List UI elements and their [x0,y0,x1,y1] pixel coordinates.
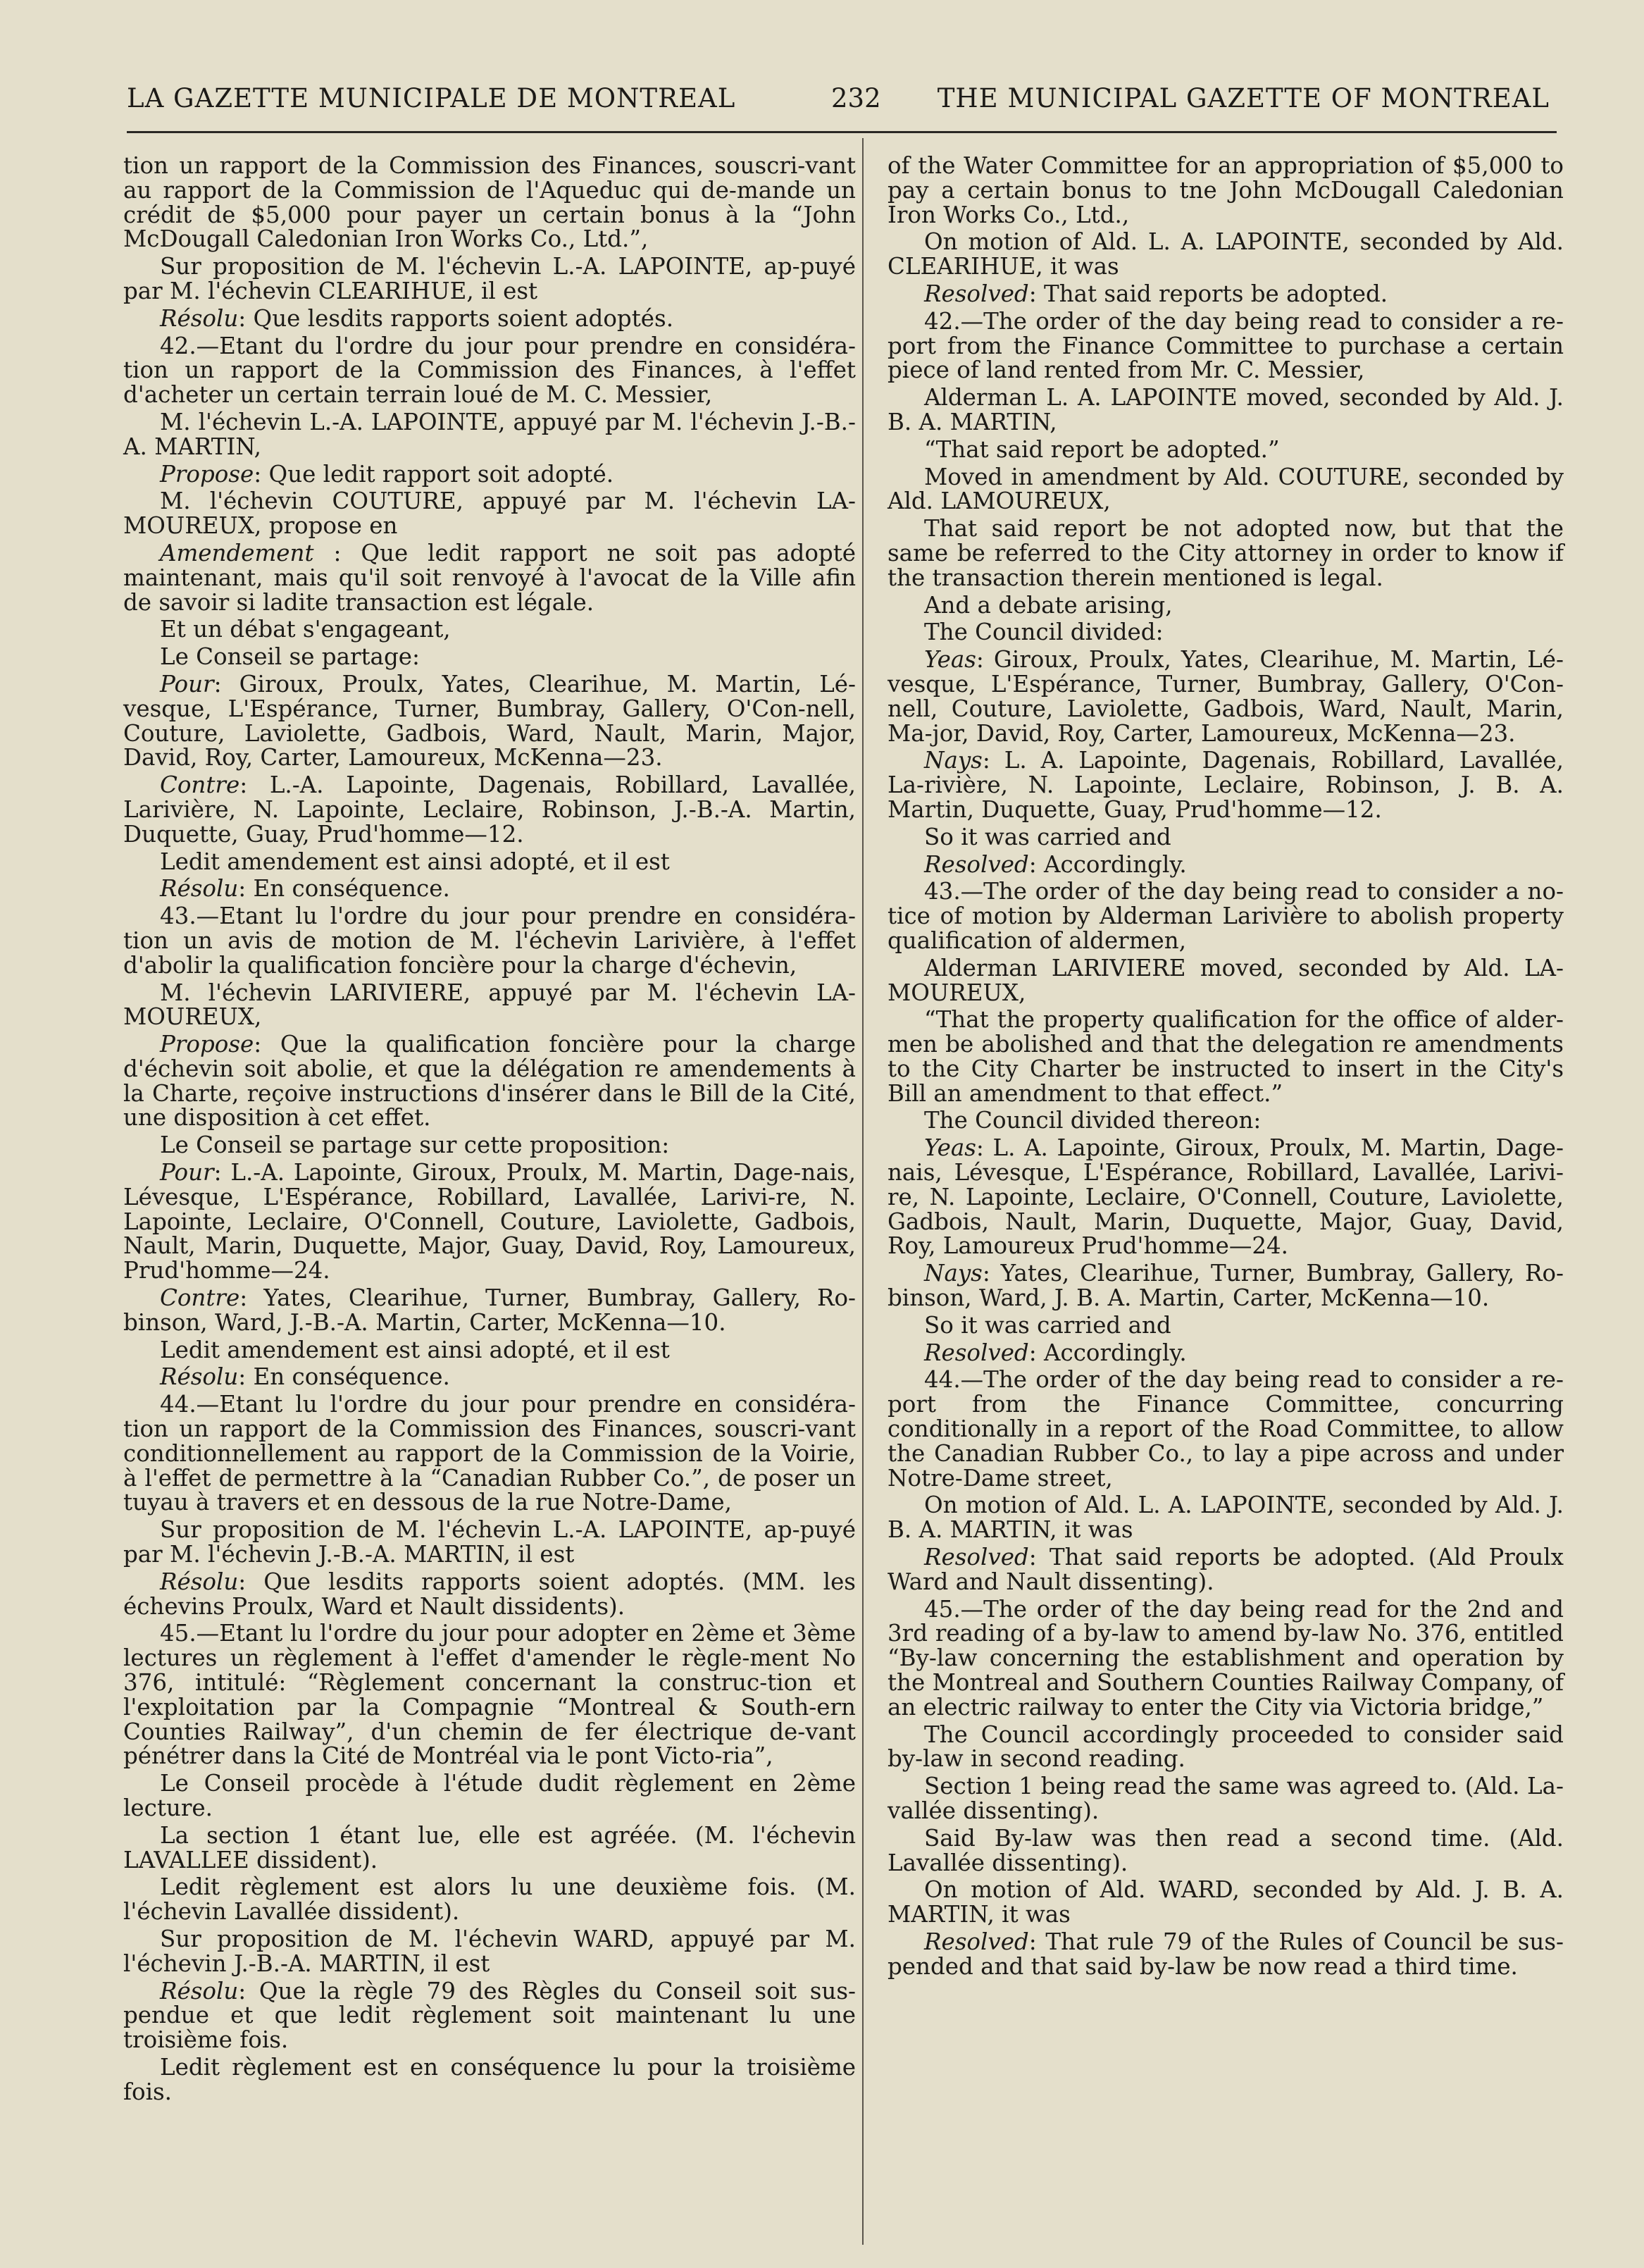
paragraph-text: 45.—The order of the day being read for the 2nd and 3rd reading of a by-law to amend by-law No. 376, entitled “By-law concerning the establishment and operation by the Montreal and Southern Counties Railway Company, of an electric railway to enter the City via Victoria bridge,” [888,1595,1564,1721]
french-paragraph [123,334,856,407]
paragraph-text: So it was carried and [924,823,1171,850]
paragraph-text: : Yates, Clearihue, Turner, Bumbray, Gallery, Ro-binson, Ward, J. B. A. Martin, Carter, McKenna—10. [888,1260,1564,1312]
paragraph-text: Section 1 being read the same was agreed to. (Ald. La-vallée dissenting). [888,1773,1564,1824]
paragraph-text: Et un débat s'engageant, [160,616,451,643]
french-paragraph [123,1392,856,1515]
paragraph-text: : Que lesdits rapports soient adoptés. [238,304,674,332]
french-paragraph [123,489,856,538]
paragraph-text: On motion of Ald. L. A. LAPOINTE, seconded by Ald. CLEARIHUE, it was [888,228,1564,280]
paragraph-label: Yeas [924,646,976,674]
english-paragraph [888,593,1564,618]
english-paragraph [888,1493,1564,1542]
paragraph-text: 42.—Etant du l'ordre du jour pour prendre en considéra-tion un rapport de la Commission des Finances, à l'effet d'acheter un certain terrain loué de M. C. Messier, [123,332,856,409]
english-paragraph [888,1368,1564,1490]
french-paragraph [123,462,856,487]
english-paragraph [888,879,1564,953]
paragraph-text: Alderman LARIVIERE moved, seconded by Ald. LA-MOUREUX, [888,954,1564,1006]
paragraph-label: Contre [160,772,240,799]
paragraph-label: Contre [160,1284,240,1312]
paragraph-text: : L. A. Lapointe, Giroux, Proulx, M. Martin, Dage-nais, Lévesque, L'Espérance, Robillard, Lavallée, Larivi-re, N. Lapointe, Leclaire, O'Connell, Couture, Laviolette, Gadbois, Nault, Marin, Duquette, Major, Guay, David, Roy, Lamoureux Prud'homme—24. [888,1134,1564,1260]
paragraph-text: : Que la règle 79 des Règles du Conseil soit sus-pendue et que ledit règlement soit maintenant lu une troisième fois. [123,1977,856,2054]
paragraph-text: tion un rapport de la Commission des Finances, souscri-vant au rapport de la Commission de l'Aqueduc qui de-mande un crédit de $5,000 pour payer un certain bonus à la “John McDougall Caledonian Iron Works Co., Ltd.”, [123,152,856,253]
english-paragraph [888,309,1564,383]
paragraph-label: Resolved [924,850,1029,878]
french-paragraph [123,1365,856,1389]
paragraph-label: Résolu [160,1363,239,1391]
french-paragraph [123,306,856,331]
paragraph-text: On motion of Ald. WARD, seconded by Ald. J. B. A. MARTIN, it was [888,1876,1564,1928]
french-paragraph [123,645,856,669]
paragraph-text: “That the property qualification for the office of alder-men be abolished and that the delegation re amendments to the City Charter be instructed to insert in the City's Bill an amendment to that effect.” [888,1006,1564,1107]
paragraph-text: And a debate arising, [924,591,1173,619]
paragraph-text: Sur proposition de M. l'échevin WARD, appuyé par M. l'échevin J.-B.-A. MARTIN, il est [123,1925,856,1977]
english-paragraph [888,850,1564,878]
english-paragraph [888,1878,1564,1927]
paragraph-text: : L.-A. Lapointe, Giroux, Proulx, M. Martin, Dage-nais, Lévesque, L'Espérance, Robillard, Lavallée, Larivi-re, N. Lapointe, Leclaire, O'Connell, Couture, Laviolette, Gadbois, Nault, Marin, Duquette, Major, Guay, David, Roy, Lamoureux, Prud'homme—24. [123,1159,856,1284]
header-french-title: LA GAZETTE MUNICIPALE DE MONTREAL [127,83,736,113]
paragraph-text: “That said report be adopted.” [924,435,1280,463]
paragraph-label: Resolved [924,1339,1029,1366]
english-paragraph [888,282,1564,306]
paragraph-text: On motion of Ald. L. A. LAPOINTE, seconded by Ald. J. B. A. MARTIN, it was [888,1492,1564,1544]
english-paragraph [888,230,1564,279]
paragraph-label: Resolved [924,1544,1029,1571]
paragraph-text: : Que ledit rapport soit adopté. [254,460,614,488]
column-divider [862,138,864,2245]
paragraph-text: : L. A. Lapointe, Dagenais, Robillard, Lavallée, La-rivière, N. Lapointe, Leclaire, Robinson, J. B. A. Martin, Duquette, Guay, Prud'homme—12. [888,747,1564,823]
paragraph-text: : Que la qualification foncière pour la charge d'échevin soit abolie, et que la délégation re amendements à la Charte, reçoive instructions d'insérer dans le Bill de la Cité, une disposition à cet effet. [123,1031,856,1132]
paragraph-text: Said By-law was then read a second time. (Ald. Lavallée dissenting). [888,1824,1564,1876]
paragraph-text: : L.-A. Lapointe, Dagenais, Robillard, Lavallée, Larivière, N. Lapointe, Leclaire, Robinson, J.-B.-A. Martin, Duquette, Guay, Prud'homme—12. [123,772,856,848]
paragraph-text: 42.—The order of the day being read to consider a re-port from the Finance Committee to purchase a certain piece of land rented from Mr. C. Messier, [888,307,1564,384]
french-paragraph [123,773,856,846]
english-paragraph [888,465,1564,514]
english-paragraph [888,1261,1564,1310]
paragraph-text: So it was carried and [924,1311,1171,1339]
paragraph-text: Ledit amendement est ainsi adopté, et il est [160,1336,670,1363]
paragraph-text: The Council divided: [924,619,1164,646]
paragraph-text: 43.—The order of the day being read to consider a no-tice of motion by Alderman Larivière to abolish property qualification of aldermen, [888,878,1564,954]
paragraph-label: Pour [160,670,214,698]
french-paragraph [123,154,856,252]
paragraph-text: : Giroux, Proulx, Yates, Clearihue, M. Martin, Lé-vesque, L'Espérance, Turner, Bumbray, Gallery, O'Con-nell, Couture, Laviolette, Gadbois, Ward, Nault, Marin, Major, David, Roy, Carter, Lamoureux, McKenna—23. [123,670,856,772]
french-paragraph [123,1771,856,1821]
french-paragraph [123,1518,856,1567]
french-paragraph [123,617,856,642]
english-paragraph [888,154,1564,227]
paragraph-text: : Accordingly. [1028,850,1187,878]
french-paragraph [123,1927,856,1976]
english-paragraph [888,1341,1564,1365]
english-paragraph [888,385,1564,435]
french-paragraph [123,2055,856,2105]
english-paragraph [888,1930,1564,1979]
paragraph-text: That said report be not adopted now, but that the same be referred to the City attorney in order to know if the transaction therein mentioned is legal. [888,515,1564,591]
paragraph-text: Le Conseil se partage: [160,643,420,671]
french-paragraph [123,876,856,901]
paragraph-text: Moved in amendment by Ald. COUTURE, seconded by Ald. LAMOUREUX, [888,463,1564,515]
english-paragraph [888,1313,1564,1338]
english-paragraph [888,516,1564,590]
page-number: 232 [831,83,881,113]
paragraph-label: Nays [924,747,983,774]
french-paragraph [123,672,856,770]
french-paragraph [123,1979,856,2052]
paragraph-label: Pour [160,1159,214,1186]
page-header [127,83,1550,125]
english-paragraph [888,748,1564,822]
paragraph-text: : Giroux, Proulx, Yates, Clearihue, M. Martin, Lé-vesque, L'Espérance, Turner, Bumbray, Gallery, O'Con-nell, Couture, Laviolette, Gadbois, Ward, Nault, Marin, Ma-jor, David, Roy, Carter, Lamoureux, McKenna—23. [888,646,1564,747]
paragraph-label: Yeas [924,1134,976,1162]
paragraph-text: 45.—Etant lu l'ordre du jour pour adopter en 2ème et 3ème lectures un règlement à l'effet d'amender le règle-ment No 376, intitulé: “Règlement concernant la construc-tion et l'exploitation par la Compagnie “Montreal & South-ern Counties Railway”, d'un chemin de fer électrique de-vant pénétrer dans la Cité de Montréal via le pont Victo-ria”, [123,1620,856,1770]
paragraph-text: 44.—Etant lu l'ordre du jour pour prendre en considéra-tion un rapport de la Commission des Finances, souscri-vant conditionnellement au rapport de la Commission de la Voirie, à l'effet de permettre à la “Canadian Rubber Co.”, de poser un tuyau à travers et en dessous de la rue Notre-Dame, [123,1391,856,1516]
french-paragraph [123,904,856,977]
paragraph-text: Le Conseil procède à l'étude dudit règlement en 2ème lecture. [123,1770,856,1821]
paragraph-text: : That rule 79 of the Rules of Council be sus-pended and that said by-law be now read a third time. [888,1928,1564,1980]
french-paragraph [123,1570,856,1619]
english-paragraph [888,647,1564,745]
paragraph-label: Nays [924,1260,983,1287]
french-paragraph [123,981,856,1030]
english-paragraph [888,1008,1564,1105]
paragraph-text: : En conséquence. [238,875,450,903]
english-paragraph [888,435,1564,463]
paragraph-text: : Accordingly. [1028,1339,1187,1366]
french-paragraph [123,1875,856,1924]
paragraph-text: : Yates, Clearihue, Turner, Bumbray, Gallery, Ro-binson, Ward, J.-B.-A. Martin, Carter, McKenna—10. [123,1284,856,1336]
english-paragraph [888,956,1564,1005]
paragraph-text: : That said reports be adopted. [1028,280,1388,307]
english-paragraph [888,1597,1564,1720]
paragraph-label: Propose [160,460,254,488]
paragraph-text: Ledit règlement est alors lu une deuxième fois. (M. l'échevin Lavallée dissident). [123,1873,856,1926]
english-paragraph [888,1545,1564,1594]
english-column [888,154,1564,1982]
paragraph-text: M. l'échevin L.-A. LAPOINTE, appuyé par M. l'échevin J.-B.-A. MARTIN, [123,408,856,460]
paragraph-text: : Que lesdits rapports soient adoptés. (MM. les échevins Proulx, Ward et Nault dissidents). [123,1568,856,1620]
paragraph-text: Alderman L. A. LAPOINTE moved, seconded by Ald. J. B. A. MARTIN, [888,384,1564,435]
french-paragraph [123,1823,856,1873]
paragraph-label: Resolved [924,1928,1029,1955]
paragraph-text: M. l'échevin COUTURE, appuyé par M. l'échevin LA-MOUREUX, propose en [123,488,856,540]
french-paragraph [123,1133,856,1158]
paragraph-label: Résolu [160,304,239,332]
paragraph-text: Le Conseil se partage sur cette proposition: [160,1132,670,1159]
paragraph-text: Ledit amendement est ainsi adopté, et il est [160,848,670,875]
english-paragraph [888,1723,1564,1772]
english-paragraph [888,1136,1564,1258]
paragraph-text: : That said reports be adopted. (Ald Proulx Ward and Nault dissenting). [888,1544,1564,1595]
french-paragraph [123,1338,856,1363]
paragraph-text: Ledit règlement est en conséquence lu pour la troisième fois. [123,2053,856,2105]
paragraph-text: 44.—The order of the day being read to consider a re-port from the Finance Committee, concurring conditionally in a report of the Road Committee, to allow the Canadian Rubber Co., to lay a pipe across and under Notre-Dame street, [888,1366,1564,1492]
french-paragraph [123,1621,856,1768]
french-paragraph [123,541,856,614]
paragraph-text: Sur proposition de M. l'échevin L.-A. LAPOINTE, ap-puyé par M. l'échevin CLEARIHUE, il est [123,253,856,304]
paragraph-text: of the Water Committee for an appropriation of $5,000 to pay a certain bonus to tne John McDougall Caledonian Iron Works Co., Ltd., [888,152,1564,228]
english-paragraph [888,1826,1564,1876]
french-paragraph [123,410,856,459]
header-rule [127,131,1557,133]
paragraph-text: Sur proposition de M. l'échevin L.-A. LAPOINTE, ap-puyé par M. l'échevin J.-B.-A. MARTIN, il est [123,1516,856,1568]
french-paragraph [123,1032,856,1130]
english-paragraph [888,620,1564,645]
paragraph-label: Resolved [924,280,1029,307]
paragraph-label: Amendement [160,539,314,566]
french-paragraph [123,1286,856,1335]
paragraph-text: : Que ledit rapport ne soit pas adopté maintenant, mais qu'il soit renvoyé à l'avocat de la Ville afin de savoir si ladite transaction est légale. [123,539,856,616]
paragraph-label: Résolu [160,1568,239,1595]
english-paragraph [888,1108,1564,1133]
french-column [123,154,856,2107]
paragraph-text: M. l'échevin LARIVIERE, appuyé par M. l'échevin LA-MOUREUX, [123,979,856,1031]
french-paragraph [123,1160,856,1283]
header-english-title: THE MUNICIPAL GAZETTE OF MONTREAL [937,83,1550,113]
english-paragraph [888,825,1564,850]
paragraph-label: Résolu [160,1977,239,2004]
paragraph-text: 43.—Etant lu l'ordre du jour pour prendre en considéra-tion un avis de motion de M. l'échevin Larivière, à l'effet d'abolir la qualification foncière pour la charge d'échevin, [123,903,856,979]
paragraph-label: Propose [160,1031,254,1058]
paragraph-text: : En conséquence. [238,1363,450,1391]
paragraph-text: The Council divided thereon: [924,1107,1262,1134]
french-paragraph [123,850,856,874]
french-paragraph [123,254,856,304]
paragraph-label: Résolu [160,875,239,903]
english-paragraph [888,1774,1564,1823]
paragraph-text: The Council accordingly proceeded to consider said by-law in second reading. [888,1721,1564,1773]
paragraph-text: La section 1 étant lue, elle est agréée. (M. l'échevin LAVALLEE dissident). [123,1821,856,1873]
